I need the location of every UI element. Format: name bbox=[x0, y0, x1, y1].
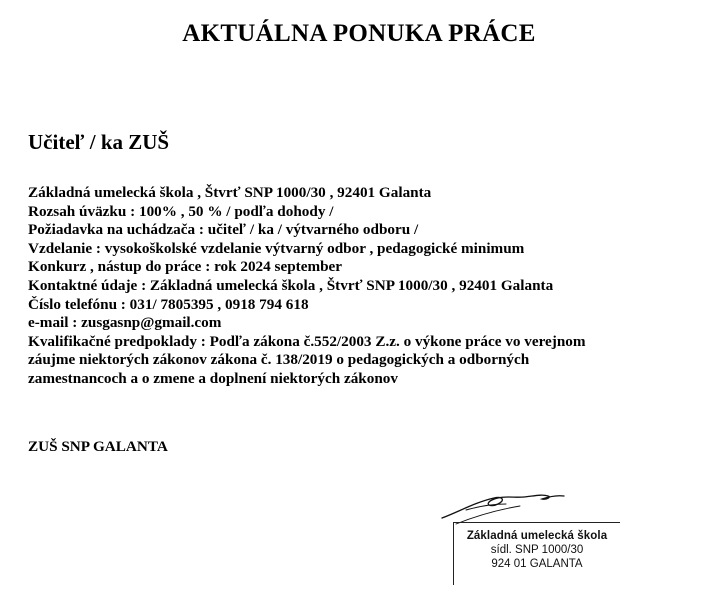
detail-qualification-1: Kvalifikačné predpoklady : Podľa zákona č.552/2003 Z.z. o výkone práce vo verejnom bbox=[28, 332, 586, 350]
school-stamp bbox=[453, 522, 620, 585]
detail-workload: Rozsah úväzku : 100% , 50 % / podľa dohody / bbox=[28, 202, 334, 220]
detail-education: Vzdelanie : vysokoškolské vzdelanie výtvarný odbor , pedagogické minimum bbox=[28, 239, 525, 257]
detail-requirement: Požiadavka na uchádzača : učiteľ / ka / výtvarného odboru / bbox=[28, 221, 419, 239]
detail-qualification-3: zamestnancoch a o zmene a doplnení niektorých zákonov bbox=[28, 369, 398, 387]
job-details bbox=[28, 184, 708, 389]
detail-contact: Kontaktné údaje : Základná umelecká škola , Štvrť SNP 1000/30 , 92401 Galanta bbox=[28, 276, 554, 294]
stamp-line-city: 924 01 GALANTA bbox=[491, 558, 583, 570]
detail-email: e-mail : zusgasnp@gmail.com bbox=[28, 314, 222, 332]
detail-school-address: Základná umelecká škola , Štvrť SNP 1000/30 , 92401 Galanta bbox=[28, 184, 432, 201]
detail-qualification-2: záujme niektorých zákonov zákona č. 138/2019 o pedagogických a odborných bbox=[28, 351, 530, 369]
page-title: AKTUÁLNA PONUKA PRÁCE bbox=[182, 20, 536, 47]
stamp-line-address: sídl. SNP 1000/30 bbox=[490, 544, 584, 556]
detail-phone: Číslo telefónu : 031/ 7805395 , 0918 794 618 bbox=[28, 295, 309, 313]
position-heading: Učiteľ / ka ZUŠ bbox=[28, 130, 170, 154]
detail-start-date: Konkurz , nástup do práce : rok 2024 september bbox=[28, 258, 343, 276]
signoff: ZUŠ SNP GALANTA bbox=[28, 438, 168, 455]
stamp-line-school: Základná umelecká škola bbox=[466, 530, 608, 542]
